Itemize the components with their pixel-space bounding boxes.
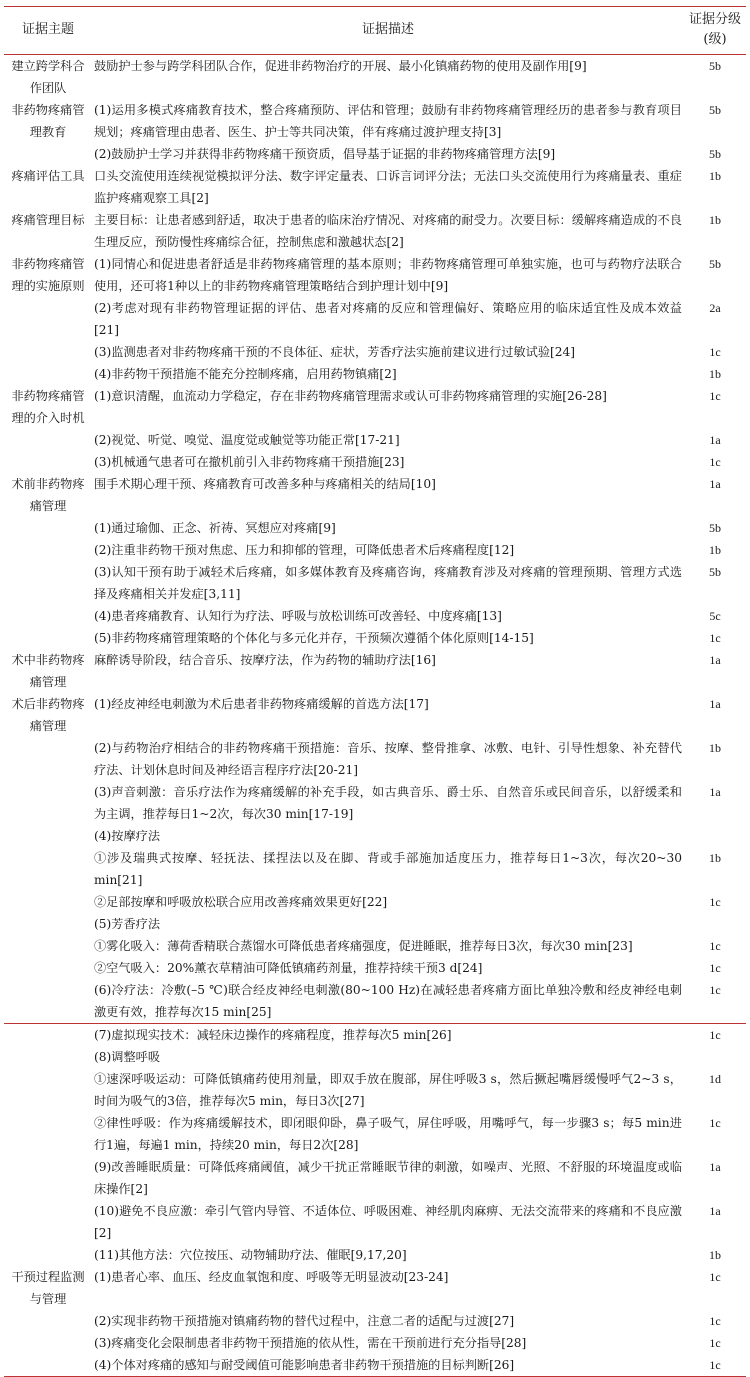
table-row — [4, 517, 746, 539]
evidence-level: 1b — [709, 741, 721, 755]
evidence-level: 1a — [709, 1204, 721, 1218]
evidence-description: (4)按摩疗法 — [94, 829, 161, 843]
table-row — [4, 1332, 746, 1354]
table-row — [4, 737, 746, 781]
table-row — [4, 451, 746, 473]
evidence-description: (5)非药物疼痛管理策略的个体化与多元化并存，干预频次遵循个体化原则[14-15] — [94, 631, 534, 645]
evidence-description: (4)非药物干预措施不能充分控制疼痛，启用药物镇痛[2] — [94, 367, 397, 381]
evidence-level: 1b — [709, 213, 721, 227]
evidence-level — [684, 913, 746, 935]
evidence-description: (2)与药物治疗相结合的非药物疼痛干预措施：音乐、按摩、整骨推拿、冰敷、电针、引导性想象、补充替代疗法、计划休息时间及神经语言程序疗法[20-21] — [94, 741, 682, 777]
evidence-topic — [4, 1310, 92, 1332]
evidence-description: 麻醉诱导阶段，结合音乐、按摩疗法，作为药物的辅助疗法[16] — [94, 653, 436, 667]
evidence-description: (3)监测患者对非药物疼痛干预的不良体征、症状，芳香疗法实施前建议进行过敏试验[24] — [94, 345, 576, 359]
evidence-topic — [4, 935, 92, 957]
table-row — [4, 1024, 746, 1047]
evidence-level: 1d — [709, 1072, 721, 1086]
evidence-topic — [4, 979, 92, 1024]
evidence-topic — [4, 1156, 92, 1200]
evidence-topic: 疼痛评估工具 — [11, 169, 85, 183]
evidence-topic: 非药物疼痛管理的介入时机 — [11, 389, 85, 425]
table-row — [4, 979, 746, 1024]
evidence-description: (6)冷疗法：冷敷(–5 ℃)联合经皮神经电刺激(80~100 Hz)在减轻患者疼痛方面比单独冷敷和经皮神经电刺激更有效，推荐每次15 min[25] — [94, 983, 682, 1019]
evidence-description: ①速深呼吸运动：可降低镇痛药使用剂量，即双手放在腹部，屏住呼吸3 s，然后撅起嘴唇缓慢呼气2~3 s，时间为吸气的3倍，推荐每次5 min，每日3次[27] — [94, 1072, 682, 1108]
evidence-level: 1c — [709, 1270, 721, 1284]
evidence-topic — [4, 1354, 92, 1377]
table-row — [4, 55, 746, 100]
evidence-description: (2)鼓励护士学习并获得非药物疼痛干预资质，倡导基于证据的非药物疼痛管理方法[9] — [94, 147, 556, 161]
evidence-topic — [4, 847, 92, 891]
evidence-level: 1c — [709, 455, 721, 469]
evidence-description: (4)个体对疼痛的感知与耐受阈值可能影响患者非药物干预措施的目标判断[26] — [92, 1354, 684, 1377]
evidence-level: 1b — [709, 1248, 721, 1262]
evidence-level: 1b — [709, 543, 721, 557]
table-row — [4, 341, 746, 363]
evidence-description: (1)同情心和促进患者舒适是非药物疼痛管理的基本原则；非药物疼痛管理可单独实施，也可与药物疗法联合使用，还可将1种以上的非药物疼痛管理策略结合到护理计划中[9] — [94, 257, 682, 293]
evidence-level: 1b — [709, 169, 721, 183]
evidence-topic: 非药物疼痛管理教育 — [11, 103, 85, 139]
evidence-description: (10)避免不良应激：牵引气管内导管、不适体位、呼吸困难、神经肌肉麻痹、无法交流带来的疼痛和不良应激[2] — [94, 1204, 682, 1240]
evidence-description: (3)疼痛变化会限制患者非药物干预措施的依从性，需在干预前进行充分指导[28] — [94, 1336, 527, 1350]
evidence-description: ②空气吸入：20%薰衣草精油可降低镇痛药剂量，推荐持续干预3 d[24] — [94, 961, 483, 975]
evidence-level: 1a — [709, 785, 721, 799]
evidence-description: (1)意识清醒，血流动力学稳定，存在非药物疼痛管理需求或认可非药物疼痛管理的实施[26-28] — [94, 389, 607, 403]
table-row — [4, 891, 746, 913]
evidence-description: (3)认知干预有助于减轻术后疼痛，如多媒体教育及疼痛咨询，疼痛教育涉及对疼痛的管理预期、管理方式选择及疼痛相关并发症[3,11] — [94, 565, 682, 601]
evidence-topic — [4, 517, 92, 539]
table-row — [4, 693, 746, 737]
table-row — [4, 363, 746, 385]
evidence-topic: 干预过程监测与管理 — [11, 1270, 85, 1306]
evidence-level: 1c — [709, 961, 721, 975]
table-row — [4, 561, 746, 605]
evidence-description: ①涉及瑞典式按摩、轻抚法、揉捏法以及在脚、背或手部施加适度压力，推荐每日1~3次，每次20~30 min[21] — [94, 851, 682, 887]
header-level: 证据分级(级) — [684, 7, 746, 55]
evidence-level: 5b — [709, 565, 721, 579]
evidence-topic — [4, 825, 92, 847]
evidence-description: 口头交流使用连续视觉模拟评分法、数字评定量表、口诉言词评分法；无法口头交流使用行为疼痛量表、重症监护疼痛观察工具[2] — [94, 169, 682, 205]
table-row — [4, 649, 746, 693]
evidence-description: (9)改善睡眠质量：可降低疼痛阈值，减少干扰正常睡眠节律的刺激，如噪声、光照、不舒服的环境温度或临床操作[2] — [94, 1160, 682, 1196]
evidence-topic — [4, 605, 92, 627]
evidence-description: (1)患者心率、血压、经皮血氧饱和度、呼吸等无明显波动[23-24] — [94, 1270, 449, 1284]
table-row — [4, 847, 746, 891]
evidence-description: (4)患者疼痛教育、认知行为疗法、呼吸与放松训练可改善轻、中度疼痛[13] — [94, 609, 502, 623]
table-row — [4, 429, 746, 451]
evidence-level: 1c — [709, 1314, 721, 1328]
evidence-description: 鼓励护士参与跨学科团队合作，促进非药物治疗的开展、最小化镇痛药物的使用及副作用[9] — [94, 59, 587, 73]
evidence-topic — [4, 737, 92, 781]
table-row — [4, 143, 746, 165]
evidence-topic — [4, 451, 92, 473]
table-row — [4, 1200, 746, 1244]
evidence-description: ①雾化吸入：薄荷香精联合蒸馏水可降低患者疼痛强度，促进睡眠，推荐每日3次，每次30 min[23] — [94, 939, 633, 953]
table-row — [4, 1156, 746, 1200]
table-row — [4, 935, 746, 957]
evidence-topic — [4, 627, 92, 649]
evidence-topic — [4, 1024, 92, 1047]
table-row — [4, 1112, 746, 1156]
evidence-description: (1)运用多模式疼痛教育技术，整合疼痛预防、评估和管理；鼓励有非药物疼痛管理经历的患者参与教育项目规划；疼痛管理由患者、医生、护士等共同决策，伴有疼痛过渡护理支持[3] — [94, 103, 682, 139]
table-body — [4, 55, 746, 1377]
evidence-table — [4, 6, 746, 1377]
evidence-topic: 术后非药物疼痛管理 — [11, 697, 85, 733]
evidence-description: (2)注重非药物干预对焦虑、压力和抑郁的管理，可降低患者术后疼痛程度[12] — [94, 543, 515, 557]
evidence-topic — [4, 143, 92, 165]
evidence-description: (5)芳香疗法 — [94, 917, 161, 931]
table-row — [4, 385, 746, 429]
evidence-description: 主要目标：让患者感到舒适，取决于患者的临床治疗情况、对疼痛的耐受力。次要目标：缓解疼痛造成的不良生理反应，预防慢性疼痛综合征，控制焦虑和激越状态[2] — [94, 213, 682, 249]
evidence-level: 1b — [709, 851, 721, 865]
evidence-level: 5b — [709, 59, 721, 73]
evidence-topic — [4, 781, 92, 825]
evidence-description: (2)实现非药物干预措施对镇痛药物的替代过程中，注意二者的适配与过渡[27] — [94, 1314, 515, 1328]
evidence-description: (2)视觉、听觉、嗅觉、温度觉或触觉等功能正常[17-21] — [94, 433, 400, 447]
table-row — [4, 1046, 746, 1068]
evidence-topic — [4, 429, 92, 451]
evidence-level: 1a — [709, 1160, 721, 1174]
evidence-topic: 非药物疼痛管理的实施原则 — [11, 257, 85, 293]
evidence-level: 1c — [709, 1116, 721, 1130]
evidence-description: (8)调整呼吸 — [94, 1050, 161, 1064]
table-row — [4, 825, 746, 847]
evidence-description: (2)考虑对现有非药物管理证据的评估、患者对疼痛的反应和管理偏好、策略应用的临床适宜性及成本效益[21] — [94, 301, 682, 337]
table-row — [4, 957, 746, 979]
table-row — [4, 1244, 746, 1266]
evidence-description: (3)机械通气患者可在撤机前引入非药物疼痛干预措施[23] — [94, 455, 405, 469]
evidence-description: (1)通过瑜伽、正念、祈祷、冥想应对疼痛[9] — [94, 521, 336, 535]
evidence-level: 1c — [709, 895, 721, 909]
table-row — [4, 209, 746, 253]
table-row — [4, 781, 746, 825]
table-row — [4, 627, 746, 649]
evidence-level: 1a — [709, 653, 721, 667]
evidence-topic — [4, 1112, 92, 1156]
table-row — [4, 1310, 746, 1332]
evidence-topic — [4, 539, 92, 561]
evidence-topic — [4, 1332, 92, 1354]
evidence-level: 5b — [709, 147, 721, 161]
evidence-topic: 疼痛管理目标 — [11, 213, 85, 227]
evidence-topic — [4, 1046, 92, 1068]
evidence-topic — [4, 957, 92, 979]
evidence-topic — [4, 1068, 92, 1112]
evidence-level — [684, 825, 746, 847]
header-topic: 证据主题 — [4, 7, 92, 55]
table-row — [4, 539, 746, 561]
evidence-topic — [4, 1200, 92, 1244]
evidence-level: 5b — [709, 521, 721, 535]
evidence-level: 1a — [709, 477, 721, 491]
table-row — [4, 253, 746, 297]
table-row — [4, 605, 746, 627]
evidence-level: 5c — [709, 609, 721, 623]
evidence-description: ②足部按摩和呼吸放松联合应用改善疼痛效果更好[22] — [94, 895, 388, 909]
evidence-level: 2a — [709, 301, 721, 315]
table-row — [4, 1068, 746, 1112]
evidence-level: 5b — [709, 103, 721, 117]
evidence-topic — [4, 341, 92, 363]
evidence-level: 1a — [709, 433, 721, 447]
evidence-level: 1c — [709, 1336, 721, 1350]
evidence-topic: 术前非药物疼痛管理 — [11, 477, 85, 513]
evidence-topic — [4, 561, 92, 605]
evidence-level: 1b — [709, 367, 721, 381]
evidence-level: 1c — [709, 389, 721, 403]
evidence-topic — [4, 297, 92, 341]
evidence-description: (1)经皮神经电刺激为术后患者非药物疼痛缓解的首选方法[17] — [94, 697, 429, 711]
table-header — [4, 7, 746, 55]
header-description: 证据描述 — [92, 7, 684, 55]
evidence-description: (3)声音刺激：音乐疗法作为疼痛缓解的补充手段，如古典音乐、爵士乐、自然音乐或民间音乐，以舒缓柔和为主调，推荐每日1~2次，每次30 min[17-19] — [94, 785, 682, 821]
table-row — [4, 297, 746, 341]
evidence-topic: 术中非药物疼痛管理 — [11, 653, 85, 689]
evidence-level: 1c — [709, 939, 721, 953]
evidence-level: 1a — [709, 697, 721, 711]
evidence-level: 1c — [709, 983, 721, 997]
evidence-description: 围手术期心理干预、疼痛教育可改善多种与疼痛相关的结局[10] — [94, 477, 436, 491]
evidence-topic — [4, 913, 92, 935]
table-row — [4, 99, 746, 143]
evidence-level: 5b — [709, 257, 721, 271]
evidence-level: 1c — [684, 1024, 746, 1047]
evidence-level: 1c — [709, 631, 721, 645]
table-row — [4, 473, 746, 517]
evidence-description: ②律性呼吸：作为疼痛缓解技术，即闭眼仰卧，鼻子吸气，屏住呼吸，用嘴呼气，每一步骤3 s；每5 min进行1遍，每遍1 min，持续20 min，每日2次[28] — [94, 1116, 682, 1152]
evidence-description: (11)其他方法：穴位按压、动物辅助疗法、催眠[9,17,20] — [94, 1248, 407, 1262]
evidence-topic — [4, 891, 92, 913]
evidence-level: 1c — [709, 345, 721, 359]
evidence-topic — [4, 1244, 92, 1266]
table-row — [4, 1266, 746, 1310]
evidence-description: (7)虚拟现实技术：减轻床边操作的疼痛程度，推荐每次5 min[26] — [92, 1024, 684, 1047]
evidence-topic — [4, 363, 92, 385]
table-row — [4, 1354, 746, 1377]
table-row — [4, 913, 746, 935]
evidence-level: 1c — [684, 1354, 746, 1377]
evidence-level — [684, 1046, 746, 1068]
evidence-topic: 建立跨学科合作团队 — [11, 59, 85, 95]
table-row — [4, 165, 746, 209]
